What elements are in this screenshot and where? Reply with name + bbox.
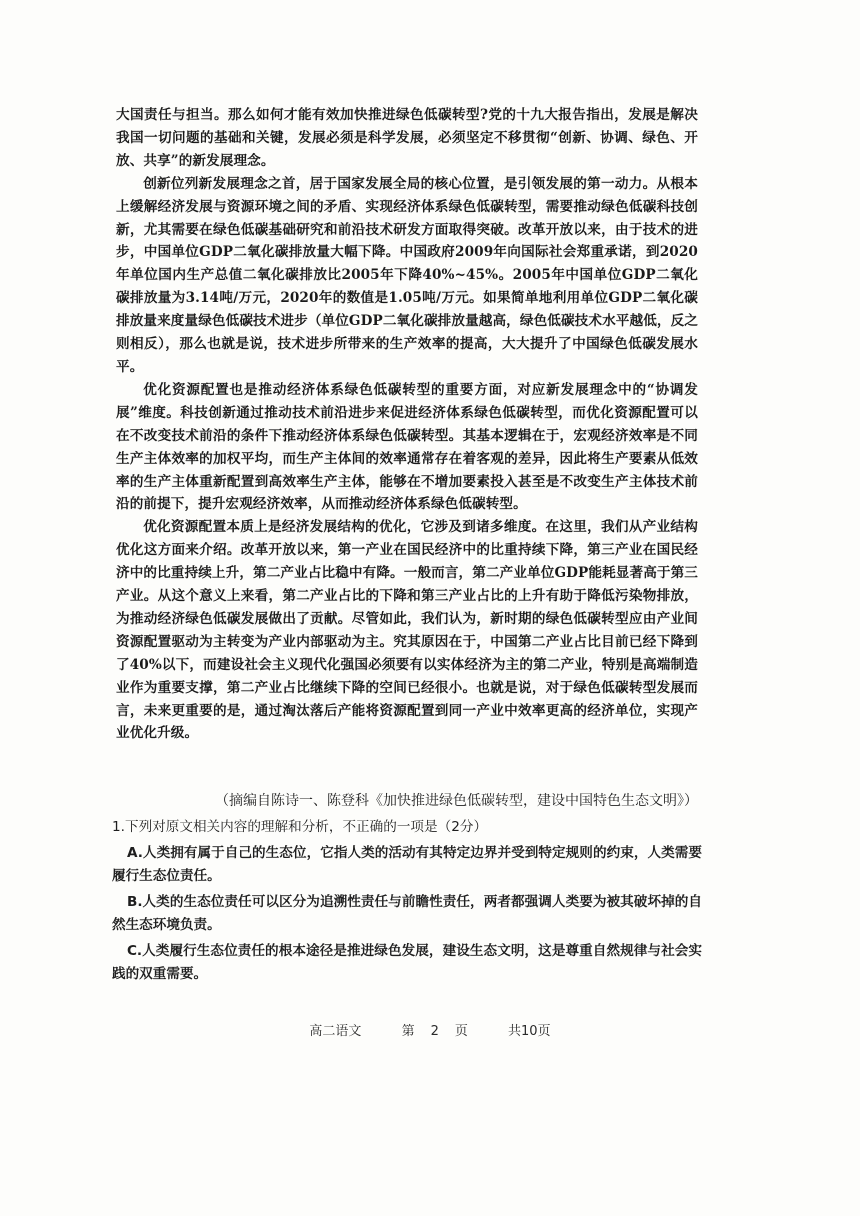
footer-page-prefix: 第	[401, 1024, 415, 1039]
reading-passage	[116, 104, 698, 745]
footer-page-number	[394, 1020, 476, 1039]
option-b: B.人类的生态位责任可以区分为追溯性责任与前瞻性责任，两者都强调人类要为被其破坏掉的自然生态环境负责。	[112, 894, 702, 933]
footer-page-suffix: 页	[454, 1024, 468, 1039]
footer-subject: 高二语文	[309, 1024, 362, 1039]
footer-page-value: 2	[430, 1024, 439, 1039]
passage-paragraph: 优化资源配置本质上是经济发展结构的优化，它涉及到诸多维度。在这里，我们从产业结构优化这方面来介绍。改革开放以来，第一产业在国民经济中的比重持续下降，第三产业在国民经济中的比重持续上升，第二产业占比稳中有降。一般而言，第二产业单位GDP能耗显著高于第三产业。从这个意义上来看，第二产业占比的下降和第三产业占比的上升有助于降低污染物排放，为推动经济绿色低碳发展做出了贡献。尽管如此，我们认为，新时期的绿色低碳转型应由产业间资源配置驱动为主转变为产业内部驱动为主。究其原因在于，中国第二产业占比目前已经下降到了40%以下，而建设社会主义现代化强国必须要有以实体经济为主的第二产业，特别是高端制造业作为重要支撑，第二产业占比继续下降的空间已经很小。也就是说，对于绿色低碳转型发展而言，未来更重要的是，通过淘汰落后产能将资源配置到同一产业中效率更高的经济单位，实现产业优化升级。	[116, 519, 698, 742]
passage-paragraph: 优化资源配置也是推动经济体系绿色低碳转型的重要方面，对应新发展理念中的“协调发展”维度。科技创新通过推动技术前沿进步来促进经济体系绿色低碳转型，而优化资源配置可以在不改变技术前沿的条件下推动经济体系绿色低碳转型。其基本逻辑在于，宏观经济效率是不同生产主体效率的加权平均，而生产主体间的效率通常存在着客观的差异，因此将生产要素从低效率的生产主体重新配置到高效率生产主体，能够在不增加要素投入甚至是不改变生产主体技术前沿的前提下，提升宏观经济效率，从而推动经济体系绿色低碳转型。	[116, 381, 698, 513]
passage-paragraph: 大国责任与担当。那么如何才能有效加快推进绿色低碳转型?党的十九大报告指出，发展是解决我国一切问题的基础和关键，发展必须是科学发展，必须坚定不移贯彻“创新、协调、绿色、开放、共享”的新发展理念。	[116, 107, 698, 169]
page-footer	[0, 1020, 860, 1039]
footer-total-pages: 共10页	[508, 1024, 551, 1039]
question-stem: 1.下列对原文相关内容的理解和分析，不正确的一项是（2分）	[112, 819, 488, 835]
source-citation: （摘编自陈诗一、陈登科《加快推进绿色低碳转型，建设中国特色生态文明》）	[215, 793, 698, 809]
question-block	[112, 816, 702, 989]
option-c: C.人类履行生态位责任的根本途径是推进绿色发展，建设生态文明，这是尊重自然规律与社会实践的双重需要。	[112, 943, 702, 982]
option-a: A.人类拥有属于自己的生态位，它指人类的活动有其特定边界并受到特定规则的约束，人类需要履行生态位责任。	[112, 845, 702, 884]
passage-paragraph: 创新位列新发展理念之首，居于国家发展全局的核心位置，是引领发展的第一动力。从根本上缓解经济发展与资源环境之间的矛盾、实现经济体系绿色低碳转型，需要推动绿色低碳科技创新，尤其需要在绿色低碳基础研究和前沿技术研发方面取得突破。改革开放以来，由于技术的进步，中国单位GDP二氧化碳排放量大幅下降。中国政府2009年向国际社会郑重承诺，到2020年单位国内生产总值二氧化碳排放比2005年下降40%~45%。2005年中国单位GDP二氧化碳排放量为3.14吨/万元，2020年的数值是1.05吨/万元。如果简单地利用单位GDP二氧化碳排放量来度量绿色低碳技术进步（单位GDP二氧化碳排放量越高，绿色低碳技术水平越低，反之则相反），那么也就是说，技术进步所带来的生产效率的提高，大大提升了中国绿色低碳发展水平。	[116, 175, 698, 375]
